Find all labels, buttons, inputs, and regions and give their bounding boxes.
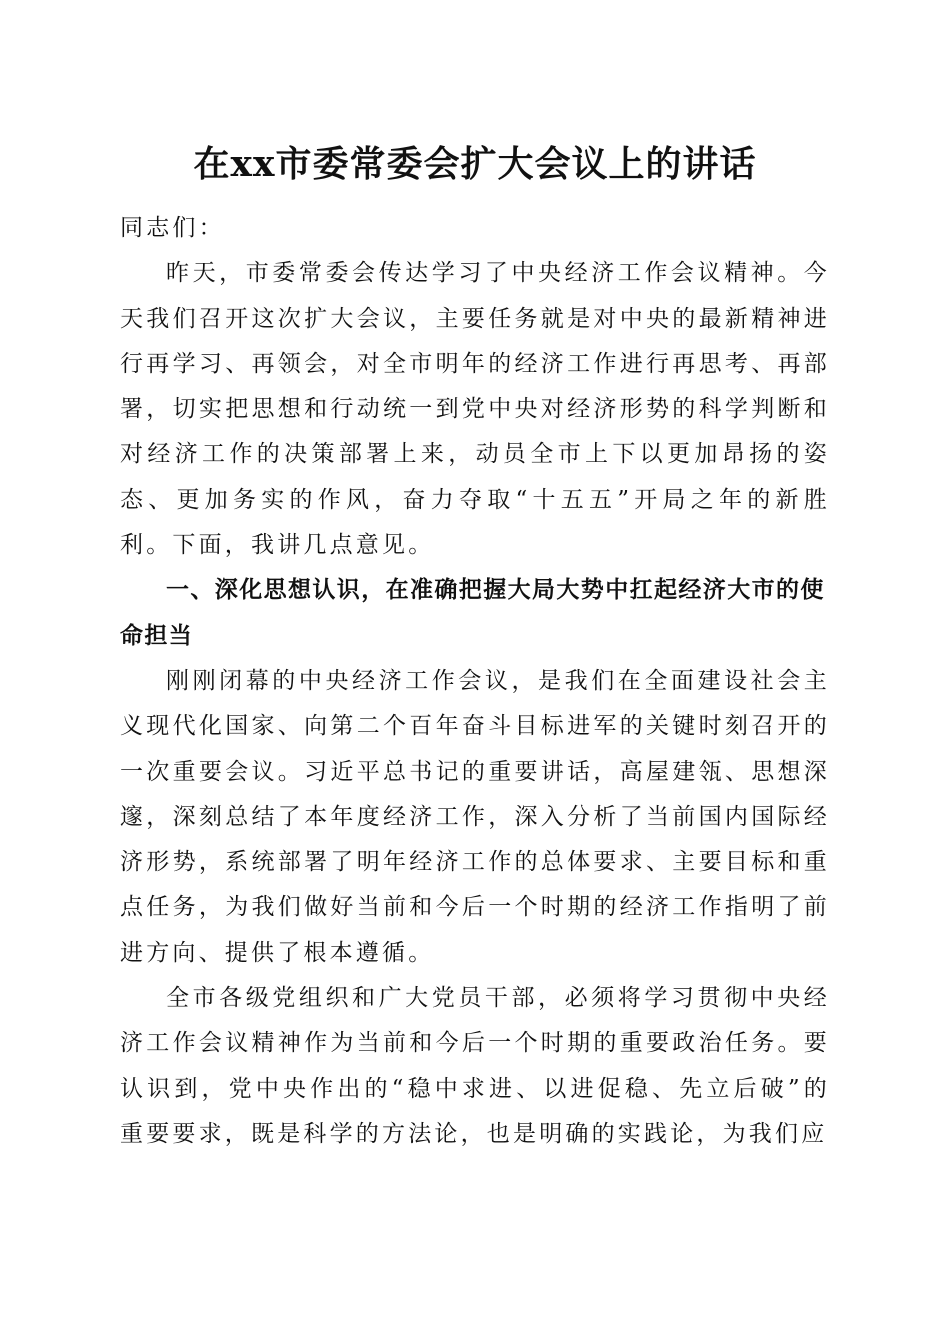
paragraph-section-1-a: 刚刚闭幕的中央经济工作会议，是我们在全面建设社会主义现代化国家、向第二个百年奋斗目标进军的关键时刻召开的一次重要会议。习近平总书记的重要讲话，高屋建瓴、思想深邃，深刻总结了本年度经济工作，深入分析了当前国内国际经济形势，系统部署了明年经济工作的总体要求、主要目标和重点任务，为我们做好当前和今后一个时期的经济工作指明了前进方向、提供了根本遵循。 — [120, 667, 830, 966]
document-body — [120, 206, 830, 1157]
paragraph-intro: 昨天，市委常委会传达学习了中央经济工作会议精神。今天我们召开这次扩大会议，主要任务就是对中央的最新精神进行再学习、再领会，对全市明年的经济工作进行再思考、再部署，切实把思想和行动统一到党中央对经济形势的科学判断和对经济工作的决策部署上来，动员全市上下以更加昂扬的姿态、更加务实的作风，奋力夺取“十五五”开局之年的新胜利。下面，我讲几点意见。 — [120, 260, 830, 559]
paragraph-section-1-b: 全市各级党组织和广大党员干部，必须将学习贯彻中央经济工作会议精神作为当前和今后一个时期的重要政治任务。要认识到，党中央作出的“稳中求进、以进促稳、先立后破”的重要要求，既是科学的方法论，也是明确的实践论，为我们应 — [120, 985, 830, 1147]
section-heading-1: 一、深化思想认识，在准确把握大局大势中扛起经济大市的使命担当 — [120, 577, 825, 649]
salutation: 同志们： — [120, 215, 225, 241]
page-title: 在xx市委常委会扩大会议上的讲话 — [193, 143, 757, 185]
